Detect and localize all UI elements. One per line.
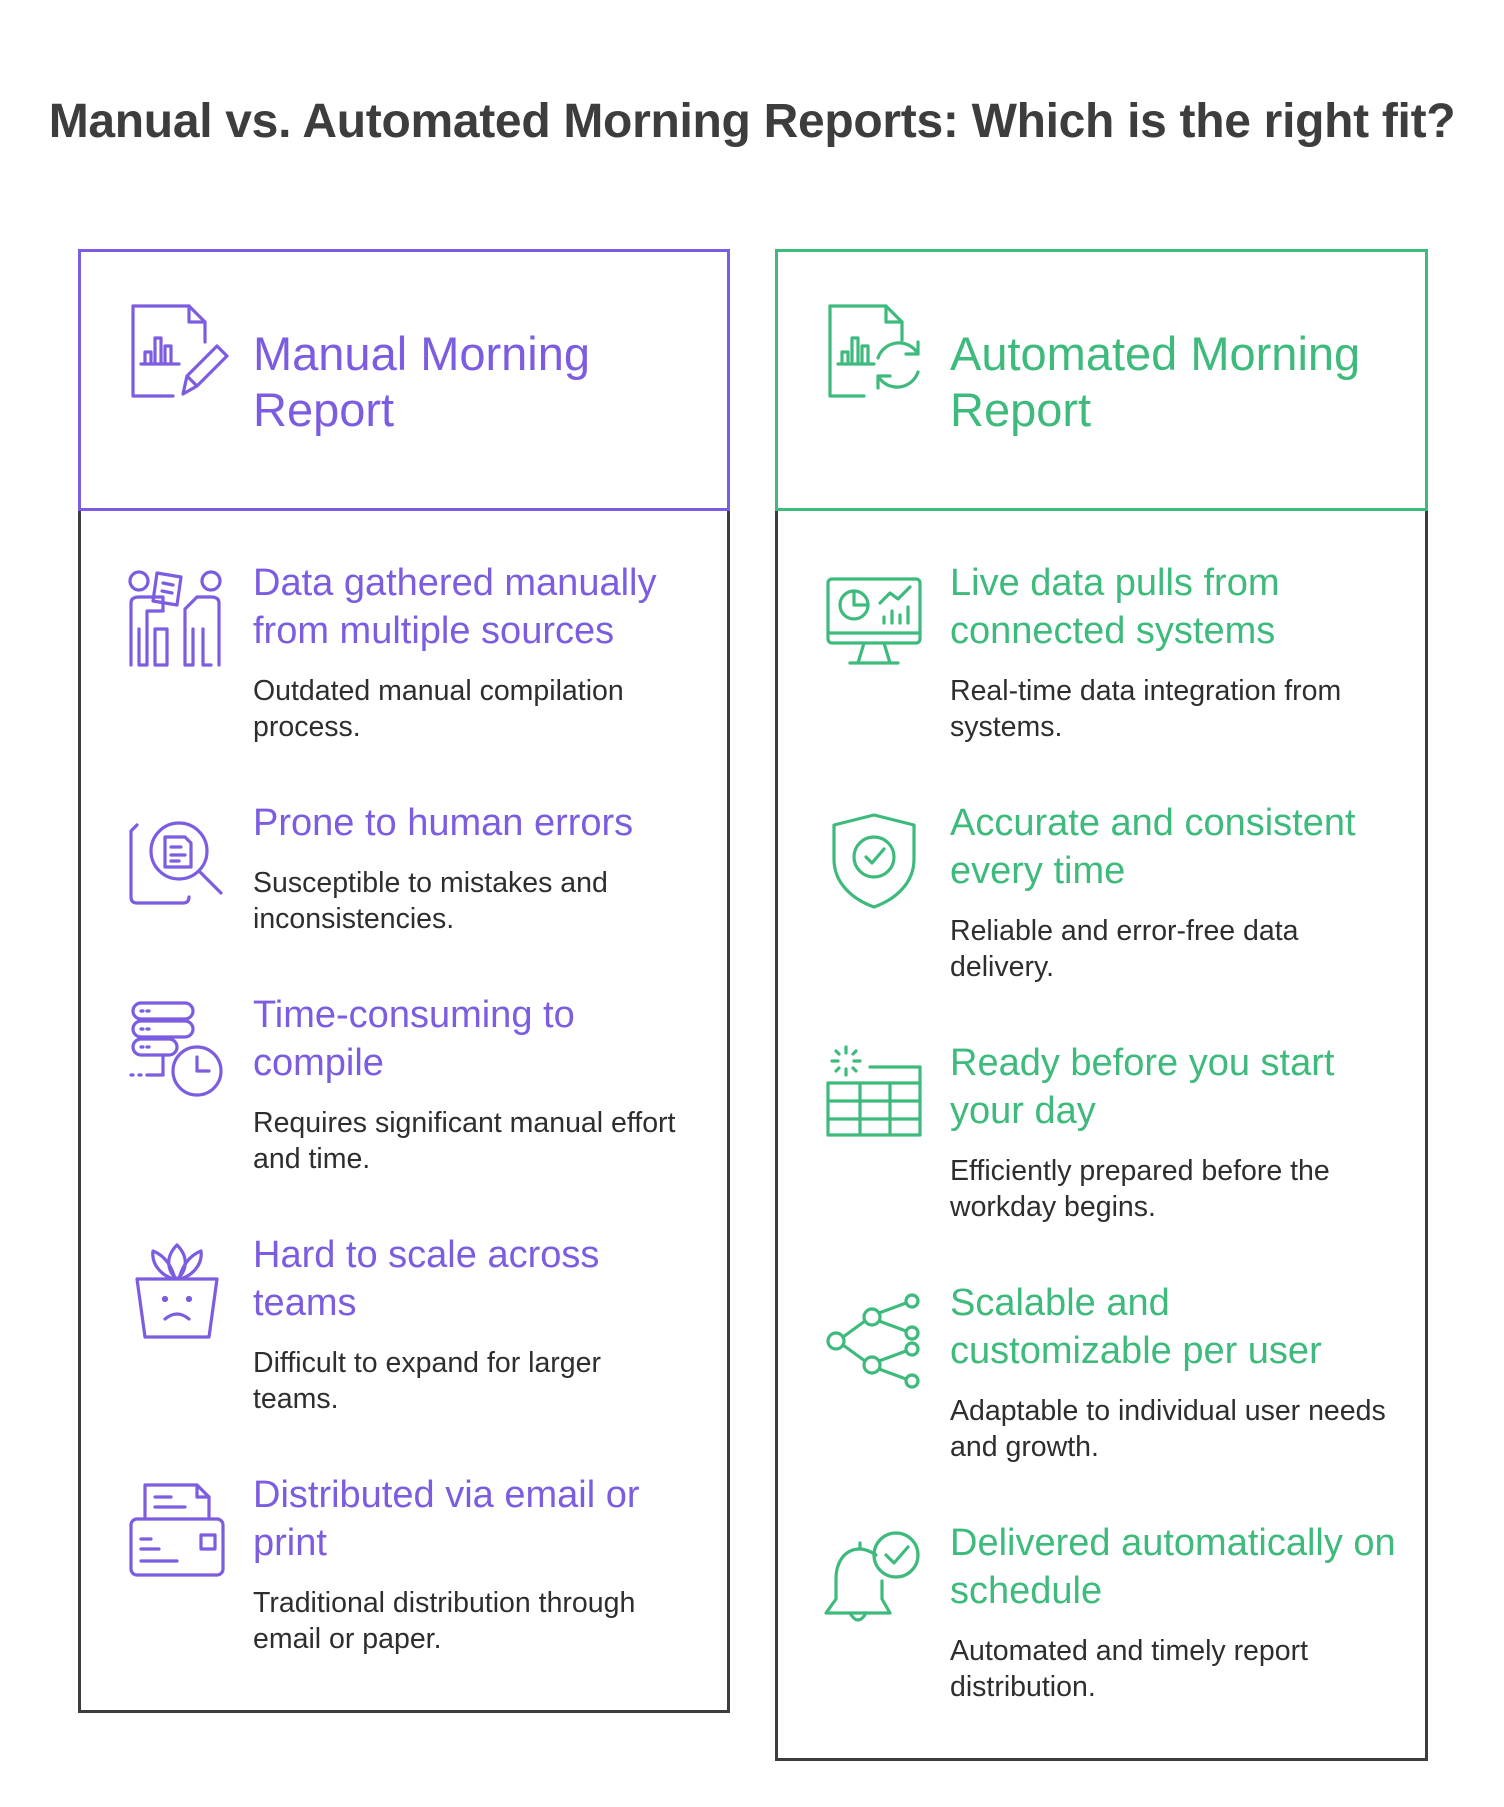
item-description: Efficiently prepared before the workday begins. [950, 1155, 1330, 1223]
report-sync-icon [824, 302, 924, 402]
item-description: Outdated manual compilation process. [253, 675, 624, 743]
automated-header [775, 249, 1428, 511]
item-title: Hard to scale across teams [253, 1234, 600, 1324]
page-title: Manual vs. Automated Morning Reports: Which is the right fit? [48, 95, 1456, 148]
bell-check-icon [824, 1529, 924, 1629]
item-description: Traditional distribution through email or paper. [253, 1587, 636, 1655]
automated-body [775, 511, 1428, 1761]
item-title: Live data pulls from connected systems [950, 562, 1280, 652]
report-edit-icon [127, 302, 227, 402]
item-description: Susceptible to mistakes and inconsistencies. [253, 867, 608, 935]
item-description: Real-time data integration from systems. [950, 675, 1342, 743]
manual-body [78, 511, 730, 1713]
manual-column [78, 249, 730, 1713]
database-clock-icon [127, 999, 227, 1099]
item-title: Time-consuming to compile [253, 994, 575, 1084]
people-gathering-icon [127, 569, 227, 669]
sparkle-table-icon [824, 1043, 924, 1143]
monitor-dashboard-icon [824, 575, 924, 675]
item-title: Prone to human errors [253, 802, 634, 844]
item-description: Reliable and error-free data delivery. [950, 915, 1299, 983]
automated-column [775, 249, 1428, 1761]
item-title: Distributed via email or print [253, 1474, 640, 1564]
item-description: Adaptable to individual user needs and growth. [950, 1395, 1386, 1463]
automated-title: Automated Morning Report [950, 327, 1361, 436]
shield-check-icon [824, 811, 924, 911]
network-nodes-icon [824, 1291, 924, 1391]
manual-title: Manual Morning Report [253, 327, 591, 436]
item-description: Difficult to expand for larger teams. [253, 1347, 601, 1415]
item-title: Scalable and customizable per user [950, 1282, 1322, 1372]
item-title: Ready before you start your day [950, 1042, 1335, 1132]
item-title: Delivered automatically on schedule [950, 1522, 1396, 1612]
sad-plant-icon [127, 1241, 227, 1341]
item-title: Accurate and consistent every time [950, 802, 1356, 892]
document-search-icon [127, 811, 227, 911]
printer-icon [127, 1481, 227, 1581]
manual-header [78, 249, 730, 511]
item-description: Requires significant manual effort and time. [253, 1107, 676, 1175]
item-title: Data gathered manually from multiple sources [253, 562, 657, 652]
item-description: Automated and timely report distribution. [950, 1635, 1309, 1703]
